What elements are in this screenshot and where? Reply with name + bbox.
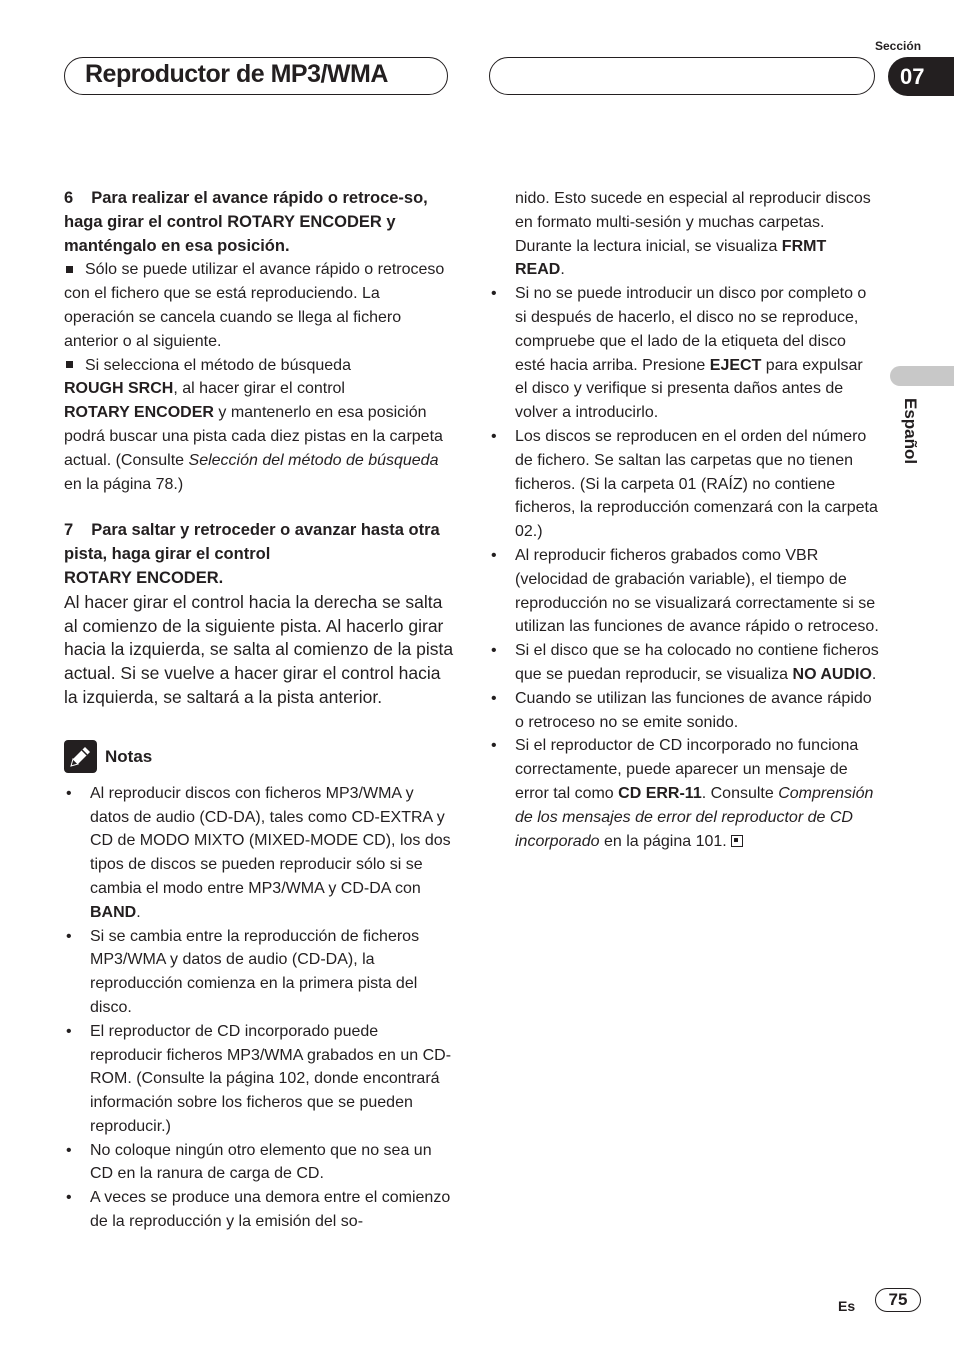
section-label: Sección (875, 39, 922, 53)
step-6-heading: 6 Para realizar el avance rápido o retroce-so, haga girar el control ROTARY ENCODER y manténgalo en esa posición. (64, 189, 428, 255)
notes-list (64, 782, 454, 1234)
list-item: • No coloque ningún otro elemento que no sea un CD en la ranura de carga de CD. (64, 1139, 454, 1187)
step-7-heading: 7 Para saltar y retroceder o avanzar hasta otra pista, haga girar el control ROTARY ENCODER. (64, 521, 440, 587)
list-item: • Al reproducir ficheros grabados como VBR (velocidad de grabación variable), el tiempo de reproducción no se visualizará correctamente si se utilizan las funciones de avance rápido o retroceso. (489, 544, 879, 639)
title-frame (64, 57, 448, 95)
list-item: • El reproductor de CD incorporado puede reproducir ficheros MP3/WMA grabados en un CD-ROM. (Consulte la página 102, donde encontrará información sobre los ficheros que se pueden reproducir.) (64, 1020, 454, 1139)
language-tab (890, 366, 954, 386)
list-item: • Si no se puede introducir un disco por completo o si después de hacerlo, el disco no se reproduce, compruebe que el lado de la etiqueta del disco esté hacia arriba. Presione EJECT para expulsar el disco y verifique si presenta daños antes de volver a introducirlo. (489, 282, 879, 425)
continued-note: nido. Esto sucede en especial al reproducir discos en formato multi-sesión y muchas carpetas. Durante la lectura inicial, se visualiza FRMT READ. (515, 190, 871, 279)
list-item: • A veces se produce una demora entre el comienzo de la reproducción y la emisión del so- (64, 1186, 454, 1234)
list-item: • Al reproducir discos con ficheros MP3/WMA y datos de audio (CD-DA), tales como CD-EXTRA y CD de MODO MIXTO (MIXED-MODE CD), los dos tipos de discos se pueden reproducir sólo si se cambia el modo entre MP3/WMA y CD-DA con BAND. (64, 782, 454, 925)
list-item: • Si se cambia entre la reproducción de ficheros MP3/WMA y datos de audio (CD-DA), la reproducción comienza en la primera pista del disco. (64, 925, 454, 1020)
list-item: • Cuando se utilizan las funciones de avance rápido o retroceso no se emite sonido. (489, 687, 879, 735)
notes-list-continued (489, 282, 879, 853)
list-item: • Si el reproductor de CD incorporado no funciona correctamente, puede aparecer un mensaje de error tal como CD ERR-11. Consulte Comprensión de los mensajes de error del reproductor de CD incorporado en la página 101. (489, 734, 879, 853)
page-title: Reproductor de MP3/WMA (85, 60, 388, 88)
notes-title: Notas (105, 746, 153, 766)
pencil-note-icon (64, 740, 97, 773)
end-of-section-icon (731, 835, 743, 847)
notes-header (64, 740, 454, 774)
language-label: Español (901, 398, 920, 465)
step-7-body: Al hacer girar el control hacia la derecha se salta al comienzo de la siguiente pista. Al hacerlo girar hacia la izquierda, se salta al comienzo de la pista actual. Si se vuelve a hacer girar el control hacia la izquierda, se saltará a la pista anterior. (64, 591, 454, 707)
square-bullet-icon (66, 361, 73, 368)
list-item: • Los discos se reproducen en el orden del número de fichero. Se saltan las carpetas que no tienen ficheros. (Si la carpeta 01 (RAÍZ) no contiene ficheros, la reproducción comenzará con la carpeta 02.) (489, 425, 879, 544)
section-number-badge: 07 (888, 57, 954, 96)
footer-language: Es (838, 1298, 856, 1314)
square-bullet-icon (66, 266, 73, 273)
list-item: • Si el disco que se ha colocado no contiene ficheros que se puedan reproducir, se visualiza NO AUDIO. (489, 639, 879, 687)
step-6-note-1: Sólo se puede utilizar el avance rápido o retroceso con el fichero que se está reproduciendo. La operación se cancela cuando se llega al fichero anterior o al siguiente. (64, 261, 445, 350)
header-blank-frame (489, 57, 875, 95)
step-6-note-2: Si selecciona el método de búsqueda ROUGH SRCH, al hacer girar el control ROTARY ENCODER y mantenerlo en esa posición podrá buscar una pista cada diez pistas en la carpeta actual. (Consulte Selección del método de búsqueda en la página 78.) (64, 356, 443, 493)
right-column (489, 187, 879, 853)
page-number: 75 (875, 1288, 921, 1312)
left-column (64, 187, 454, 1234)
